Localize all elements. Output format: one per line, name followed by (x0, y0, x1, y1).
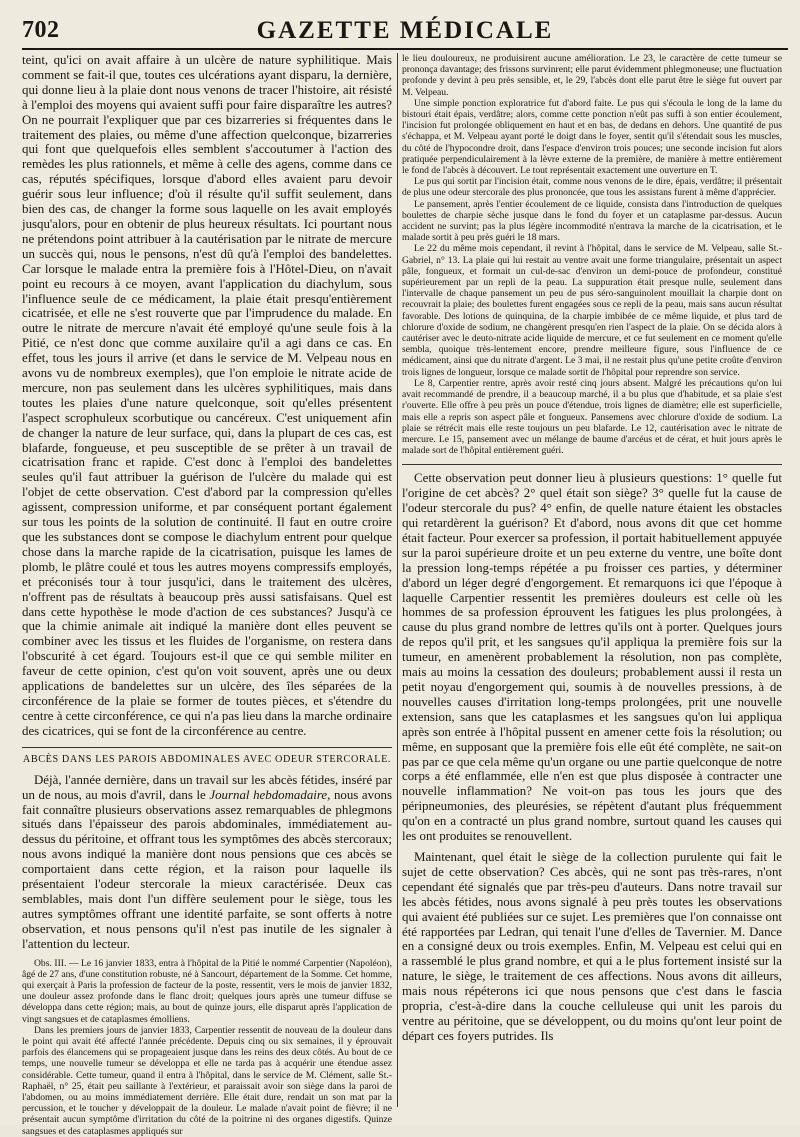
observation-text: — Le 16 janvier 1833, entra à l'hôpital de la Pitié le nommé Carpentier (Napoléon), âgé de 27 ans, d'une constitution robuste, né à Sancourt, département de la Somme. Cet homme, qui exerçait à Paris la profession de facteur de la poste, ressentit, vers le mois de janvier 1832, une douleur assez profonde dans le flanc droit; quelques jours après une tumeur diffuse se développa dans cette région; mais, au bout de quinze jours, elle disparut après l'application de vingt sangsues et de cataplasmes émolliens. (22, 957, 392, 1025)
paragraph: teint, qu'ici on avait affaire à un ulcère de nature syphilitique. Mais comment se fait-il que, toutes ces ulcérations ayant disparu, la dernière, qui donne lieu à la plaie dont nous venons de tracer l'histoire, ait résisté à l'emploi des moyens qui avaient suffi pour faire disparaître les autres? On ne pourrait l'expliquer que par ces bizarreries si fréquentes dans le traitement des plaies, ou même d'une affection quelconque, bizarreries qui font que quelquefois elles semblent s'accoutumer à l'action des remèdes les plus rationnels, et même à celle des agens, comme dans ce cas, réputés spécifiques, lorsque d'abord elles avaient paru devoir guérir sous leur influence; d'où il résulte qu'il suffit seulement, dans bien des cas, de changer la forme sous laquelle on les avait employés jusqu'alors, pour en obtenir de plus heureux résultats. Ici pourtant nous ne prétendons point attribuer à la cautérisation par le nitrate de mercure un succès qui, nous le pensons, n'est dû qu'à l'emploi des bandelettes. Car lorsque le malade entra la première fois à l'Hôtel-Dieu, on n'avait point eu recours à ce moyen, avant l'application du diachylum, sous l'influence seule de ce médicament, la plaie était presqu'entièrement cicatrisée, et elle ne s'est rouverte que par l'imprudence du malade. En outre le nitrate de mercure n'avait été employé qu'une seule fois à la Pitié, ce n'est donc que comme auxilaire qu'il a agi dans ce cas. En effet, tous les jours il arrive (et dans le service de M. Velpeau nous en avons vu de nombreux exemples), que l'on emploie le nitrate acide de mercure, non pas seulement dans les ulcères syphilitiques, mais dans toutes les plaies d'une nature quelconque, soit qu'elles présentent l'aspect scrophuleux scorbutique ou cancéreux. C'est uniquement afin de changer la nature de leur surface, qui, dans la plupart de ces cas, est blafarde, fongueuse, et peu susceptible de se prêter à un travail de cicatrisation franc et rapide. C'est donc à l'emploi des bandelettes seules qu'il faut attribuer la guérison de l'ulcère du malade qui est l'objet de cette observation. C'est d'abord par la compression qu'elles agissent, compression uniforme, et par conséquent portant également sur tous les points de la solution de continuité. Il faut en outre croire que les substances dont se compose le diachylum entrent pour quelque chose dans la marche rapide de la cicatrisation, puisque les lames de plomb, le plâtre coulé et tous les autres moyens compressifs employés, et préconisés tour à tour jusqu'ici, dans le traitement des ulcères, n'offrent pas de résultats à beaucoup près aussi satisfaisans. Quel est dans cette hypothèse le mode d'action de ces substances? Jusqu'à ce que la chimie animale ait indiqué la manière dont elles peuvent se combiner avec les tissus et les fluides de l'organisme, on restera dans l'obscurité à cet égard. Toujours est-il que ce qui semble militer en faveur de cette opinion, c'est qu'on voit souvent, après une ou deux applications de bandelettes sur un ulcère, des îles séparées de la circonférence de la plaie se former de toutes pièces, et s'étendre du centre à cette circonférence, ce qui n'a pas lieu dans la marche ordinaire des cicatrices, qui se font de la circonférence au centre. (22, 53, 392, 738)
paragraph: Cette observation peut donner lieu à plusieurs questions: 1° quelle fut l'origine de cet abcès? 2° quel était son siège? 3° quelle fut la cause de l'odeur stercorale du pus? 4° enfin, de quelle nature étaient les obstacles qui retardèrent la guérison? Et d'abord, nous avons dit que cet homme était facteur. Pour exercer sa profession, il portait habituellement appuyée sur la paroi supérieure droite et un peu externe du ventre, une boîte dont la pression long-temps répétée a pu froisser ces parties, y déterminer d'abord un léger degré d'engorgement. Et remarquons ici que l'époque à laquelle Carpentier ressentit les premières douleurs est celle où les hommes de sa profession éprouvent les fatigues les plus prolongées, à cause du plus grand nombre de lettres qu'ils ont à porter. Quelques jours de repos qu'il prit, et les sangsues qu'il appliqua la première fois sur la tumeur, en amenèrent probablement la résolution, non pas complète, mais au moins la cessation des douleurs; probablement aussi il resta un petit noyau d'engorgement qui, soumis à de nouvelles pressions, à de nouvelles causes d'irritation long-temps prolongées, prit une nouvelle extension, sans que les cataplasmes et les sangsues qu'on lui appliqua après son entrée à l'hôpital pussent en amener cette fois la résolution; ou même, en supposant que la première fois elle eût été complète, ne sait-on pas par ce que cela même qu'un organe ou une partie quelconque de notre corps a été enflammée, elle n'en est que plus disposée à contracter une nouvelle inflammation? Ne voit-on pas tous les jours que des péripneumonies, des pleurésies, se répètent d'autant plus fréquemment qu'on en a contracté un plus grand nombre, surtout quand les causes qui les ont produites se renouvellent. (402, 471, 782, 844)
observation-paragraph: Le 8, Carpentier rentre, après avoir resté cinq jours absent. Malgré les précautions qu'on lui avait recommandé de prendre, il a beaucoup marché, il a bu plus que d'habitude, et sa plaie s'est r'ouverte. Elle offre à peu près un pouce d'étendue, trois lignes de diamètre; elle est superficielle, mais elle a repris son aspect pâle et fongueux. Pansemens avec chlorure d'oxide de sodium. La plaie se rétrécit mais elle reste toujours un peu blafarde. Le 12, cautérisation avec le nitrate de mercure. Le 15, pansement avec un mélange de baume d'arcéus et de cérat, et huit jours après le malade sort de l'hôpital entièrement guéri. (402, 377, 782, 457)
right-column (402, 53, 782, 1137)
left-column (22, 53, 392, 1137)
observation-paragraph: Le 22 du même mois cependant, il revint à l'hôpital, dans le service de M. Velpeau, salle St.-Gabriel, n° 13. La plaie qui lui restait au ventre avait une forme triangulaire, présentait un aspect pâle, fongueux, et formait un cul-de-sac d'environ un demi-pouce de profondeur, constitué supérieurement par un repli de la peau. La suppuration était presque nulle, seulement dans l'intervalle de chaque pansement un peu de pus séro-sanguinolent mouillait la charpie dont on recouvrait la plaie; des boulettes furent engagées sous ce repli de la peau, mais sans aucun résultat favorable. Des lotions de quinquina, de la charpie imbibée de ce même liquide, et plus tard de chlorure d'oxide de sodium, ne changèrent presqu'en rien l'aspect de la plaie. On se décida alors à cautériser avec le deuto-nitrate acide liquide de mercure, et ce fut seulement en ce moment qu'elle sembla, quoique très-lentement encore, prendre meilleure figure, sous l'influence de ce médicament, ainsi que du nitrate d'argent. Le 3 mai, il ne restait plus qu'une petite croûte d'environ trois lignes de longueur, lorsque ce malade sortit de l'hôpital pour reprendre son service. (402, 243, 782, 378)
paragraph-text: Déjà, l'année dernière, dans un travail sur les abcès fétides, inséré par un de nous, au mois d'avril, dans le (22, 772, 392, 802)
observation-label: Obs. III. (34, 957, 67, 969)
observation-paragraph (22, 958, 392, 1025)
journal-name: Journal hebdomadaire (209, 787, 328, 802)
paragraph: Maintenant, quel était le siège de la collection purulente qui fait le sujet de cette observation? Ces abcès, qui ne sont pas très-rares, n'ont cependant été signalés que par très-peu d'auteurs. Dans notre travail sur les abcès fétides, nous avons signalé à peu près toutes les observations qui avaient été publiées sur ce sujet. Les premières que l'on connaisse ont été rapportées par Ledran, qui tenait l'une d'elles de Tavernier. M. Dance en a consigné deux ou trois exemples. Enfin, M. Velpeau est celui qui en a rassemblé le plus grand nombre, et qui a le plus fortement insisté sur la nature, le siège, le traitement de ces affections. Nous avons dit ailleurs, mais nous répéterons ici que nous pensons que c'est dans le fascia propria, c'est-à-dire dans la couche celluleuse qui unit les parois du ventre au péritoine, que se développent, ou du moins qu'ont leur point de départ ces foyers putrides. Ils (402, 849, 782, 1043)
page-header (22, 14, 788, 50)
observation-paragraph: Le pansement, après l'entier écoulement de ce liquide, consista dans l'introduction de quelques boulettes de charpie sèche jusque dans le fond du foyer et un cataplasme par-dessus. Aucun accident ne survint; pas la plus légère incommodité n'entrava la marche de la cicatrisation, et le malade sortit à peu près guéri le 18 mars. (402, 198, 782, 244)
observation-paragraph: Le pus qui sortit par l'incision était, comme nous venons de le dire, épais, verdâtre; il présentait de plus une odeur stercorale des plus prononcée, que tous les assistans furent à même d'apprécier. (402, 176, 782, 199)
paragraph (22, 773, 392, 952)
journal-title: GAZETTE MÉDICALE (256, 17, 554, 44)
section-divider (22, 747, 392, 748)
observation-paragraph: Une simple ponction exploratrice fut d'abord faite. Le pus qui s'écoula le long de la lame du bistouri était épais, verdâtre; alors, comme cette ponction n'eût pas suffi à son entier écoulement, l'incision fut prolongée obliquement en haut et en bas, de dedans en dehors. Une quantité de pus s'échappa, et M. Velpeau ayant porté le doigt dans le foyer, sentit qu'il s'étendait sous les muscles, du côté de l'hypocondre droit, dans l'espace d'environ trois pouces; une seconde incision fut alors pratiquée perpendiculairement à la lèvre externe de la première, de manière à mettre entièrement le fond de l'abcès à découvert. Le tout représentait exactement une ouverture en T. (402, 97, 782, 177)
page-number: 702 (22, 17, 60, 43)
text-columns (22, 53, 788, 1137)
section-divider (402, 464, 782, 465)
observation-paragraph: Dans les premiers jours de janvier 1833, Carpentier ressentit de nouveau de la douleur dans le point qui avait été affecté l'année précédente. Depuis cinq ou six semaines, il y éprouvait parfois des élancemens qui se propageaient jusque dans les reins des deux côtés. Au bout de ce temps, une nouvelle tumeur se développa et elle ne tarda pas à acquérir une étendue assez considérable. Cette tumeur, quand il entra à l'hôpital, dans le service de M. Clément, salle St.-Raphaël, n° 25, était peu saillante à l'extérieur, et paraissait avoir son siège dans la paroi de l'abdomen, ou au moins immédiatement derrière. Elle était dure, rendait un son mat par la percussion, et le toucher y développait de la douleur. Le malade n'avait point de fièvre; il ne présentait aucun symptôme d'irritation du côté de la poitrine ni des organes digestifs. Quinze sangsues et des cataplasmes appliqués sur (22, 1024, 392, 1137)
section-heading: ABCÈS DANS LES PAROIS ABDOMINALES AVEC ODEUR STERCORALE. (22, 753, 392, 765)
paragraph-text: , nous avons fait connaître plusieurs observations assez remarquables de phlegmons situés dans l'épaisseur des parois abdominales, immédiatement au-dessus du péritoine, et offrant tous les symptômes des abcès stercoraux; nous avons indiqué la manière dont nous pensions que ces abcès se comportaient dans cette région, et la raison pour laquelle ils présentaient l'odeur stercorale la mieux caractérisée. Deux cas semblables, mais dont l'un diffère seulement pour le siège, tous les autres symptômes offrant une identité parfaite, se sont offerts à notre observation, et nous pensons qu'il n'est pas inutile de les signaler à l'attention du lecteur. (22, 787, 392, 951)
observation-paragraph: le lieu douloureux, ne produisirent aucune amélioration. Le 23, le caractère de cette tumeur se prononça davantage; des frissons survinrent; elle parut évidemment phlegmoneuse; une fluctuation profonde y devint à peu près sensible, et, le 29, l'abcès dont elle parut être le siège fut ouvert par M. Velpeau. (402, 53, 782, 98)
